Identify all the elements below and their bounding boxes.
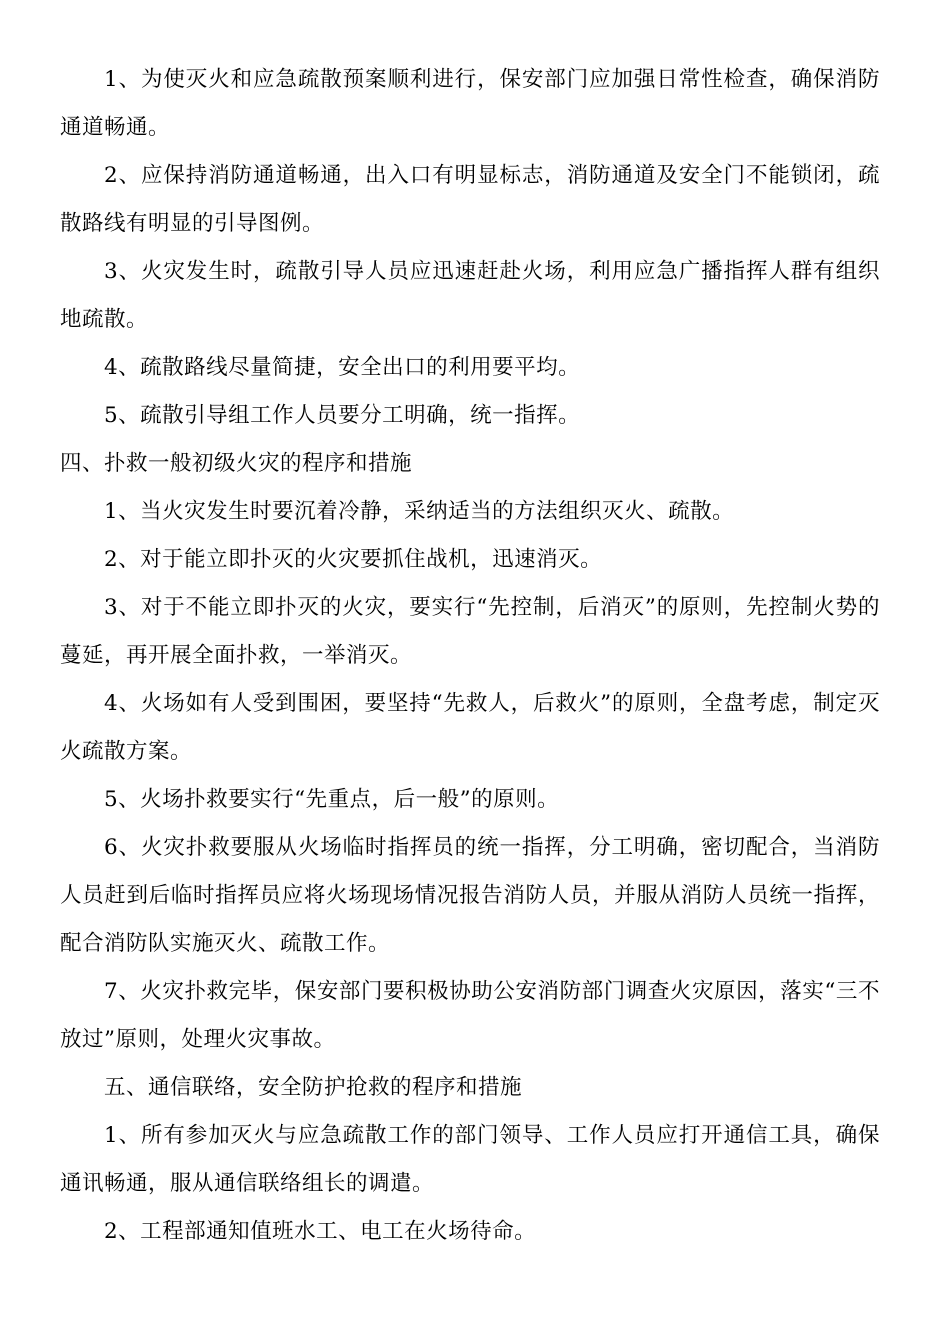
paragraph: 7、火灾扑救完毕，保安部门要积极协助公安消防部门调查火灾原因，落实“三不放过”原则，处理火灾事故。: [60, 979, 880, 1052]
paragraph: 2、应保持消防通道畅通，出入口有明显标志，消防通道及安全门不能锁闭，疏散路线有明显的引导图例。: [60, 163, 880, 236]
section-heading: 五、通信联络，安全防护抢救的程序和措施: [104, 1075, 523, 1100]
document-page: [60, 56, 880, 1256]
paragraph: 1、为使灭火和应急疏散预案顺利进行，保安部门应加强日常性检查，确保消防通道畅通。: [60, 67, 880, 140]
paragraph: 5、火场扑救要实行“先重点，后一般”的原则。: [104, 787, 560, 812]
paragraph: 4、疏散路线尽量简捷，安全出口的利用要平均。: [104, 355, 581, 380]
paragraph: 2、工程部通知值班水工、电工在火场待命。: [104, 1219, 537, 1244]
paragraph: 1、所有参加灭火与应急疏散工作的部门领导、工作人员应打开通信工具，确保通讯畅通，服从通信联络组长的调遣。: [60, 1123, 880, 1196]
paragraph: 4、火场如有人受到围困，要坚持“先救人，后救火”的原则，全盘考虑，制定灭火疏散方案。: [60, 691, 880, 764]
paragraph: 2、对于能立即扑灭的火灾要抓住战机，迅速消灭。: [104, 547, 603, 572]
paragraph: 3、对于不能立即扑灭的火灾，要实行“先控制，后消灭”的原则，先控制火势的蔓延，再开展全面扑救，一举消灭。: [60, 595, 880, 668]
section-heading: 四、扑救一般初级火灾的程序和措施: [60, 451, 413, 476]
paragraph: 3、火灾发生时，疏散引导人员应迅速赶赴火场，利用应急广播指挥人群有组织地疏散。: [60, 259, 880, 332]
paragraph: 6、火灾扑救要服从火场临时指挥员的统一指挥，分工明确，密切配合，当消防人员赶到后临时指挥员应将火场现场情况报告消防人员，并服从消防人员统一指挥，配合消防队实施灭火、疏散工作。: [60, 835, 880, 956]
paragraph: 1、当火灾发生时要沉着冷静，采纳适当的方法组织灭火、疏散。: [104, 499, 735, 524]
paragraph: 5、疏散引导组工作人员要分工明确，统一指挥。: [104, 403, 581, 428]
